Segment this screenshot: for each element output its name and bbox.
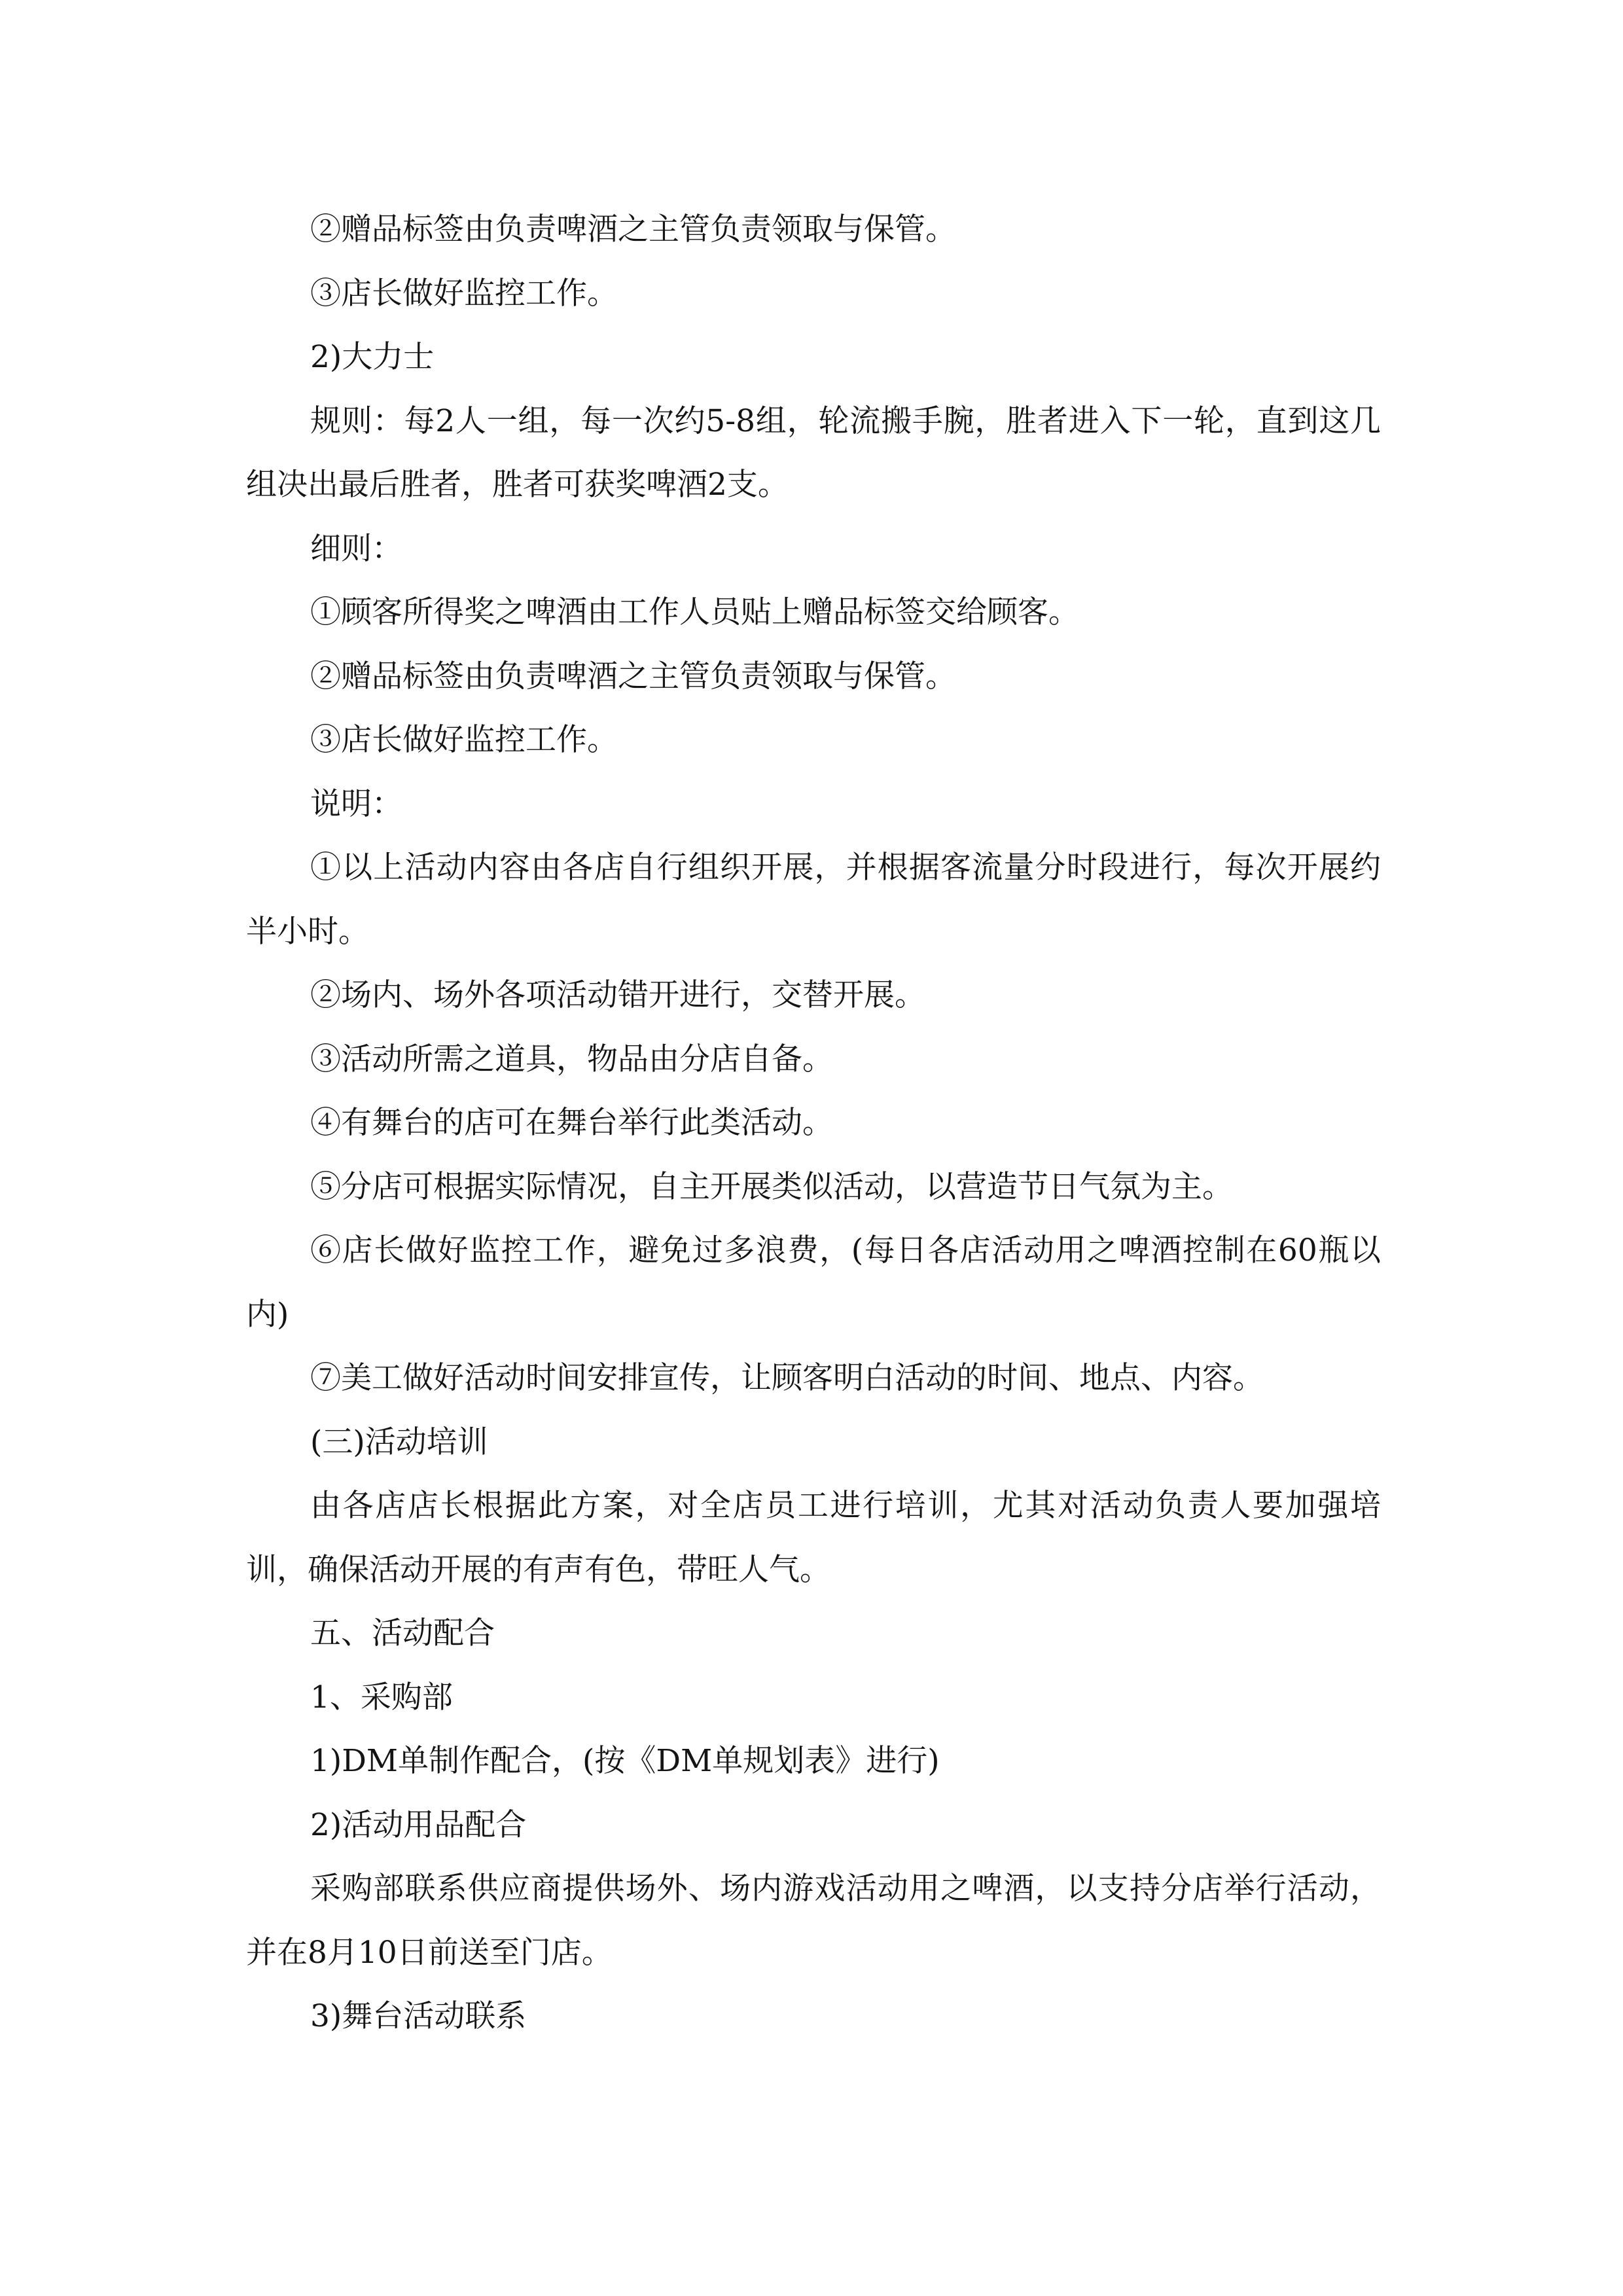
paragraph-activity-supplies: 2)活动用品配合 bbox=[310, 1806, 527, 1843]
paragraph-heading-purchasing: 1、采购部 bbox=[310, 1679, 453, 1715]
paragraph-gift-label-custody: ②赠品标签由负责啤酒之主管负责领取与保管。 bbox=[310, 211, 956, 247]
paragraph-supplier-beer: 采购部联系供应商提供场外、场内游戏活动用之啤酒，以支持分店举行活动，并在8月10日前送至门店。 bbox=[246, 1871, 1381, 1971]
document-body bbox=[246, 198, 1381, 2049]
paragraph-note-6: ⑥店长做好监控工作，避免过多浪费，(每日各店活动用之啤酒控制在60瓶以内) bbox=[246, 1232, 1381, 1333]
paragraph-note-3: ③活动所需之道具，物品由分店自备。 bbox=[310, 1041, 833, 1077]
paragraph-manager-monitoring: ③店长做好监控工作。 bbox=[310, 275, 618, 312]
paragraph-gift-label-custody-2: ②赠品标签由负责啤酒之主管负责领取与保管。 bbox=[310, 658, 956, 694]
paragraph-training-body: 由各店店长根据此方案，对全店员工进行培训，尤其对活动负责人要加强培训，确保活动开展的有声有色，带旺人气。 bbox=[246, 1488, 1381, 1588]
paragraph-manager-monitoring-2: ③店长做好监控工作。 bbox=[310, 722, 618, 758]
paragraph-dm-flyer: 1)DM单制作配合，(按《DM单规划表》进行) bbox=[310, 1743, 940, 1779]
paragraph-stage-activity: 3)舞台活动联系 bbox=[310, 1998, 527, 2034]
paragraph-heading-coordination: 五、活动配合 bbox=[310, 1615, 495, 1651]
paragraph-note-7: ⑦美工做好活动时间安排宣传，让顾客明白活动的时间、地点、内容。 bbox=[310, 1360, 1264, 1396]
paragraph-note-5: ⑤分店可根据实际情况，自主开展类似活动，以营造节日气氛为主。 bbox=[310, 1168, 1233, 1205]
paragraph-note-2: ②场内、场外各项活动错开进行，交替开展。 bbox=[310, 977, 925, 1013]
paragraph-notes-label: 说明： bbox=[310, 785, 402, 822]
paragraph-details-label: 细则： bbox=[310, 530, 402, 567]
paragraph-strongman-rules: 规则：每2人一组，每一次约5-8组，轮流搬手腕，胜者进入下一轮，直到这几组决出最后胜者，胜者可获奖啤酒2支。 bbox=[246, 403, 1381, 503]
paragraph-prize-label: ①顾客所得奖之啤酒由工作人员贴上赠品标签交给顾客。 bbox=[310, 594, 1079, 630]
paragraph-heading-training: (三)活动培训 bbox=[310, 1424, 488, 1460]
paragraph-note-4: ④有舞台的店可在舞台举行此类活动。 bbox=[310, 1105, 833, 1141]
paragraph-heading-strongman: 2)大力士 bbox=[310, 339, 435, 375]
paragraph-note-1: ①以上活动内容由各店自行组织开展，并根据客流量分时段进行，每次开展约半小时。 bbox=[246, 850, 1381, 950]
